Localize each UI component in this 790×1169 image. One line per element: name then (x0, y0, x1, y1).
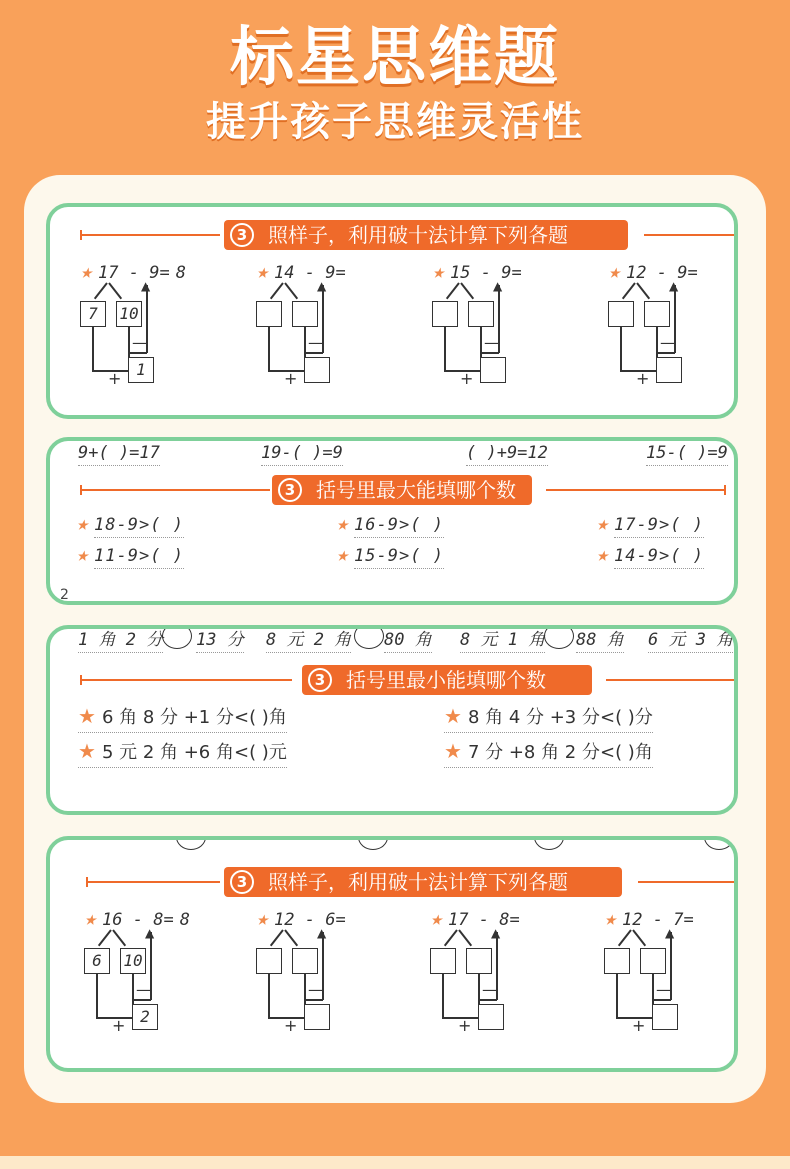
left-box (256, 948, 282, 974)
page-number: 2 (60, 587, 69, 603)
section-badge: 3 (230, 223, 254, 247)
break-ten-problem (84, 906, 244, 1046)
branch-line (270, 282, 284, 299)
left-box (256, 301, 282, 327)
question-item: ★ 11-9>( ) (76, 542, 184, 566)
bottom-box (652, 1004, 678, 1030)
arrow-up-icon: ▲ (317, 279, 327, 293)
star-icon: ★ (336, 511, 349, 535)
arrow-line (305, 999, 323, 1001)
star-icon: ★ (80, 259, 93, 283)
compare-circle (544, 625, 574, 649)
question-item: ★ 6 角 8 分 +1 分<( )角 (78, 703, 287, 733)
left-box (604, 948, 630, 974)
branch-line (270, 929, 284, 946)
branch-line (460, 282, 474, 299)
card-min-number (46, 625, 738, 815)
clipped-item: 88 角 (576, 625, 624, 653)
break-ten-problem (256, 259, 416, 399)
header-rule-left (80, 234, 220, 236)
star-icon: ★ (430, 906, 443, 930)
left-box (608, 301, 634, 327)
break-ten-problem (608, 259, 738, 399)
section-heading (224, 220, 628, 250)
star-icon: ★ (336, 542, 349, 566)
clipped-item: 15-( )=9 (646, 443, 728, 466)
plus-sign: + (632, 1016, 646, 1035)
arrow-line (657, 352, 675, 354)
equation: ★ 15 - 9= (432, 259, 522, 283)
star-icon: ★ (608, 259, 621, 283)
hero-subtitle: 提升孩子思维灵活性 (206, 99, 584, 145)
card-break-ten-2 (46, 836, 738, 1072)
header-rule-right (638, 881, 738, 883)
arrow-up-icon: ▲ (317, 926, 327, 940)
answer: 8 (179, 910, 190, 930)
header-rule-left (80, 489, 270, 491)
clipped-item: ( )+9=12 (466, 443, 548, 466)
plus-sign: + (284, 369, 298, 388)
minus-sign: — (308, 980, 324, 999)
connector-line (268, 327, 270, 371)
plus-sign: + (112, 1016, 126, 1035)
branch-line (284, 929, 298, 946)
minus-sign: — (136, 980, 152, 999)
section-badge: 3 (278, 478, 302, 502)
clipped-item: 8 元 1 角 (460, 625, 545, 653)
arrow-line (133, 999, 151, 1001)
hero-title: 标星思维题 (230, 21, 560, 95)
bottom-box: 2 (132, 1004, 158, 1030)
right-box: 10 (120, 948, 146, 974)
question-item: ★ 18-9>( ) (76, 511, 184, 535)
branch-line (446, 282, 460, 299)
branch-line (622, 282, 636, 299)
arrow-up-icon: ▲ (145, 926, 155, 940)
equation: ★ 16 - 8= 8 (84, 906, 190, 930)
answer: 8 (175, 263, 186, 283)
clipped-item: 80 角 (384, 625, 432, 653)
bottom-strip (0, 1156, 790, 1169)
star-icon: ★ (84, 906, 97, 930)
header-rule-right (546, 489, 726, 491)
question-item: ★ 7 分 +8 角 2 分<( )角 (444, 738, 653, 768)
star-icon: ★ (256, 259, 269, 283)
clipped-item: 6 元 3 角 (648, 625, 733, 653)
clipped-item: 13 分 (196, 625, 244, 653)
arrow-line (305, 352, 323, 354)
star-icon: ★ (596, 511, 609, 535)
break-ten-problem (430, 906, 590, 1046)
star-icon: ★ (432, 259, 445, 283)
bottom-box (480, 357, 506, 383)
bottom-box (304, 1004, 330, 1030)
question-item: ★ 8 角 4 分 +3 分<( )分 (444, 703, 653, 733)
clipped-item: 9+( )=17 (78, 443, 160, 466)
compare-circle (354, 625, 384, 649)
minus-sign: — (660, 333, 676, 352)
equation: ★ 14 - 9= (256, 259, 346, 283)
break-ten-problem (256, 906, 416, 1046)
compare-circle (534, 836, 564, 850)
equation: ★ 12 - 6= (256, 906, 346, 930)
plus-sign: + (108, 369, 122, 388)
left-box: 6 (84, 948, 110, 974)
star-icon: ★ (604, 906, 617, 930)
question-item: ★ 5 元 2 角 +6 角<( )元 (78, 738, 287, 768)
branch-line (94, 282, 108, 299)
arrow-line (653, 999, 671, 1001)
break-ten-problem (604, 906, 738, 1046)
branch-line (636, 282, 650, 299)
clipped-row-prev (70, 836, 730, 846)
section-heading-text: 括号里最大能填哪个数 (316, 478, 516, 502)
right-box (292, 948, 318, 974)
equation: ★ 12 - 7= (604, 906, 694, 930)
connector-line (442, 974, 444, 1018)
branch-line (618, 929, 632, 946)
section-heading (224, 867, 622, 897)
minus-sign: — (308, 333, 324, 352)
connector-line (96, 974, 98, 1018)
minus-sign: — (132, 333, 148, 352)
arrow-up-icon: ▲ (665, 926, 675, 940)
section-heading (272, 475, 532, 505)
card-max-number (46, 437, 738, 605)
break-ten-problem (432, 259, 592, 399)
equation: ★ 17 - 8= (430, 906, 520, 930)
plus-sign: + (460, 369, 474, 388)
question-item: ★ 16-9>( ) (336, 511, 444, 535)
bottom-box: 1 (128, 357, 154, 383)
clipped-item: 19-( )=9 (261, 443, 343, 466)
bottom-box (304, 357, 330, 383)
minus-sign: — (656, 980, 672, 999)
minus-sign: — (484, 333, 500, 352)
star-icon: ★ (78, 704, 96, 728)
header-rule-right (606, 679, 738, 681)
connector-line (268, 974, 270, 1018)
star-icon: ★ (76, 542, 89, 566)
star-icon: ★ (444, 704, 462, 728)
section-badge: 3 (230, 870, 254, 894)
break-ten-problem (80, 259, 240, 399)
bottom-box (656, 357, 682, 383)
branch-line (458, 929, 472, 946)
branch-line (98, 929, 112, 946)
section-heading (302, 665, 592, 695)
right-box (640, 948, 666, 974)
star-icon: ★ (256, 906, 269, 930)
arrow-up-icon: ▲ (493, 279, 503, 293)
connector-line (620, 327, 622, 371)
arrow-line (481, 352, 499, 354)
left-box (430, 948, 456, 974)
section-badge: 3 (308, 668, 332, 692)
star-icon: ★ (78, 739, 96, 763)
branch-line (632, 929, 646, 946)
connector-line (444, 327, 446, 371)
plus-sign: + (636, 369, 650, 388)
arrow-line (479, 999, 497, 1001)
question-item: ★ 14-9>( ) (596, 542, 704, 566)
equation: ★ 17 - 9= 8 (80, 259, 186, 283)
arrow-up-icon: ▲ (141, 279, 151, 293)
right-box (292, 301, 318, 327)
section-heading-text: 括号里最小能填哪个数 (346, 668, 546, 692)
star-icon: ★ (596, 542, 609, 566)
clipped-item: 8 元 2 角 (266, 625, 351, 653)
card-break-ten-1 (46, 203, 738, 419)
left-box: 7 (80, 301, 106, 327)
compare-circle (358, 836, 388, 850)
branch-line (112, 929, 126, 946)
header-rule-right (644, 234, 738, 236)
star-icon: ★ (76, 511, 89, 535)
arrow-line (129, 352, 147, 354)
arrow-up-icon: ▲ (491, 926, 501, 940)
bottom-box (478, 1004, 504, 1030)
star-icon: ★ (444, 739, 462, 763)
right-box: 10 (116, 301, 142, 327)
right-box (644, 301, 670, 327)
branch-line (284, 282, 298, 299)
right-box (468, 301, 494, 327)
compare-circle (176, 836, 206, 850)
header-rule-left (86, 881, 220, 883)
plus-sign: + (458, 1016, 472, 1035)
question-item: ★ 17-9>( ) (596, 511, 704, 535)
branch-line (108, 282, 122, 299)
arrow-up-icon: ▲ (669, 279, 679, 293)
clipped-item: 1 角 2 分 (78, 625, 163, 653)
equation: ★ 12 - 9= (608, 259, 698, 283)
connector-line (616, 974, 618, 1018)
section-heading-text: 照样子，利用破十法计算下列各题 (268, 870, 568, 894)
compare-circle (162, 625, 192, 649)
plus-sign: + (284, 1016, 298, 1035)
minus-sign: — (482, 980, 498, 999)
left-box (432, 301, 458, 327)
branch-line (444, 929, 458, 946)
connector-line (92, 327, 94, 371)
header-rule-left (80, 679, 292, 681)
right-box (466, 948, 492, 974)
section-heading-text: 照样子，利用破十法计算下列各题 (268, 223, 568, 247)
question-item: ★ 15-9>( ) (336, 542, 444, 566)
